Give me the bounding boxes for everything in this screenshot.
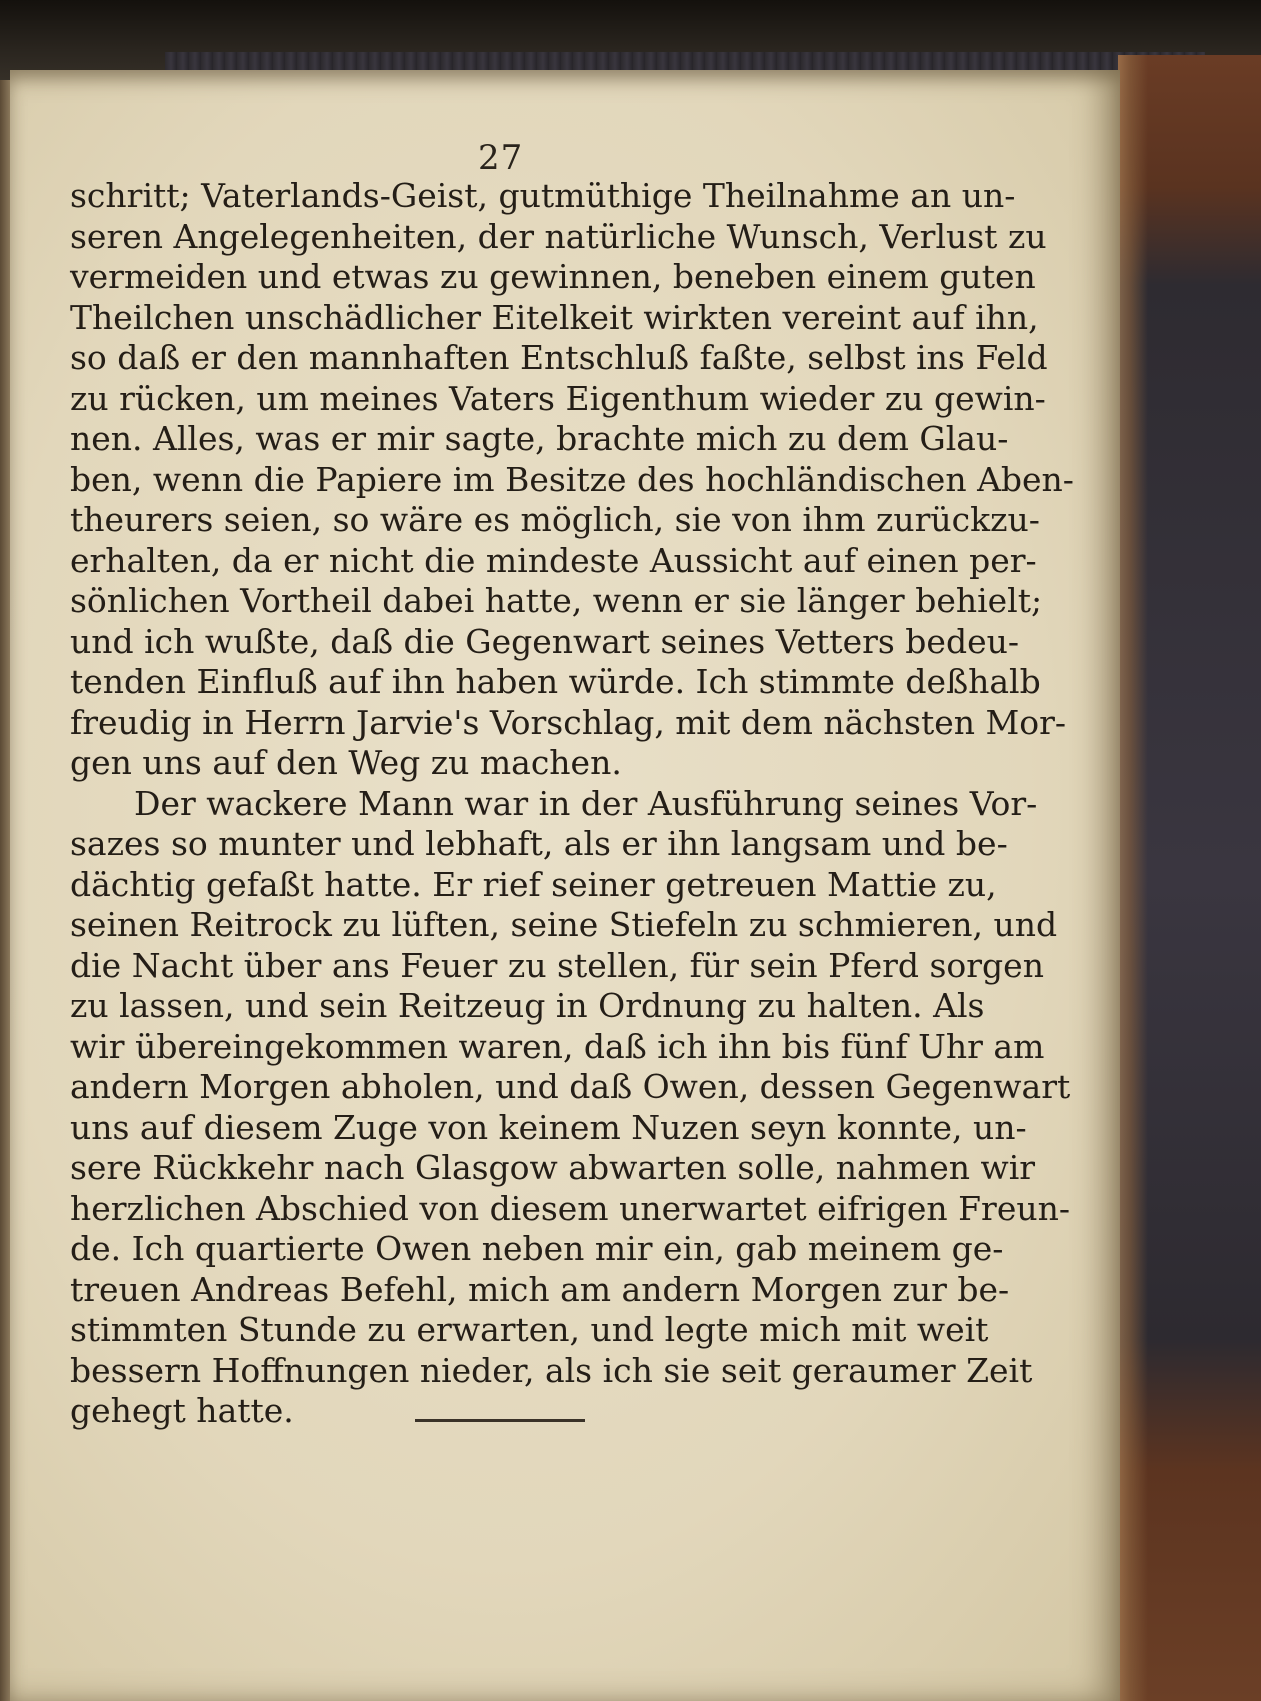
book-board-right (1118, 55, 1261, 1701)
text-line: so daß er den mannhaften Entschluß faßte, selbst ins Feld (70, 338, 1048, 377)
text-line: zu rücken, um meines Vaters Eigenthum wieder zu gewin- (70, 378, 1046, 418)
text-line: treuen Andreas Befehl, mich am andern Morgen zur be- (70, 1269, 1010, 1309)
text-line: freudig in Herrn Jarvie's Vorschlag, mit dem nächsten Mor- (70, 702, 1067, 742)
body-text (70, 176, 1074, 1432)
text-line: seinen Reitrock zu lüften, seine Stiefeln zu schmieren, und (70, 905, 1058, 944)
text-line: gen uns auf den Weg zu machen. (70, 743, 622, 782)
text-line: herzlichen Abschied von diesem unerwartet eifrigen Freun- (70, 1188, 1071, 1228)
text-line: sere Rückkehr nach Glasgow abwarten solle, nahmen wir (70, 1148, 1036, 1187)
text-line: vermeiden und etwas zu gewinnen, beneben einem guten (70, 257, 1036, 296)
text-line: wir übereingekommen waren, daß ich ihn bis fünf Uhr am (70, 1026, 1045, 1066)
text-line: Theilchen unschädlicher Eitelkeit wirkten vereint auf ihn, (70, 297, 1039, 337)
text-line: sönlichen Vortheil dabei hatte, wenn er sie länger behielt; (70, 581, 1043, 620)
text-line: stimmten Stunde zu erwarten, und legte mich mit weit (70, 1310, 989, 1349)
text-line: dächtig gefaßt hatte. Er rief seiner getreuen Mattie zu, (70, 864, 997, 904)
section-end-rule (415, 1419, 585, 1422)
paragraph-start-line: Der wackere Mann war in der Ausführung seines Vor- (134, 783, 1038, 823)
text-line: die Nacht über ans Feuer zu stellen, für sein Pferd sorgen (70, 945, 1044, 985)
text-line: tenden Einfluß auf ihn haben würde. Ich stimmte deßhalb (70, 662, 1041, 701)
text-line: erhalten, da er nicht die mindeste Aussicht auf einen per- (70, 540, 1037, 580)
text-line: bessern Hoffnungen nieder, als ich sie seit geraumer Zeit (70, 1350, 1033, 1390)
text-line: nen. Alles, was er mir sagte, brachte mich zu dem Glau- (70, 419, 1009, 458)
page-number: 27 (478, 138, 524, 178)
text-line: sazes so munter und lebhaft, als er ihn langsam und be- (70, 824, 1008, 863)
text-line: theurers seien, so wäre es möglich, sie von ihm zurückzu- (70, 500, 1040, 539)
text-line: seren Angelegenheiten, der natürliche Wunsch, Verlust zu (70, 216, 1047, 256)
text-line: uns auf diesem Zuge von keinem Nuzen seyn konnte, un- (70, 1107, 1027, 1147)
text-line: und ich wußte, daß die Gegenwart seines Vetters bedeu- (70, 621, 1020, 661)
text-line: gehegt hatte. (70, 1391, 294, 1430)
text-line: de. Ich quartierte Owen neben mir ein, gab meinem ge- (70, 1229, 1004, 1268)
text-line: ben, wenn die Papiere im Besitze des hochländischen Aben- (70, 459, 1074, 499)
text-line: schritt; Vaterlands-Geist, gutmüthige Theilnahme an un- (70, 176, 1016, 215)
text-line: zu lassen, und sein Reitzeug in Ordnung zu halten. Als (70, 986, 985, 1025)
text-line: andern Morgen abholen, und daß Owen, dessen Gegenwart (70, 1067, 1071, 1106)
